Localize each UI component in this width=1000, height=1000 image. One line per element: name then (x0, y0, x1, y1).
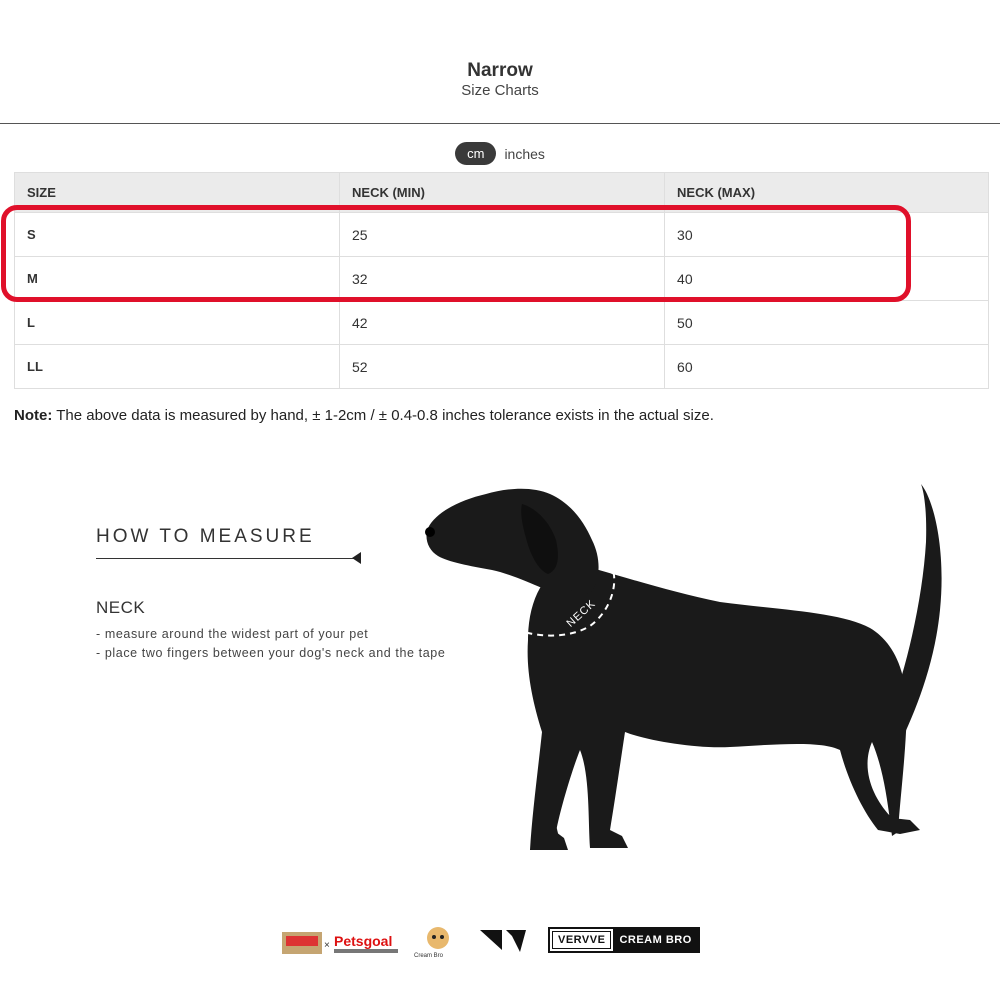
brand-logos (280, 922, 740, 962)
how-to-measure-heading: HOW TO MEASURE (96, 526, 315, 547)
cell-size: LL (15, 345, 340, 389)
table-row (15, 345, 989, 389)
size-table (14, 172, 989, 389)
unit-cm-button[interactable]: cm (455, 142, 496, 165)
cell-neck-min: 25 (340, 213, 665, 257)
instruction-item: - measure around the widest part of your pet (96, 627, 369, 641)
cell-neck-min: 32 (340, 257, 665, 301)
creambro-small-logo: Cream Bro (414, 953, 444, 959)
cell-neck-max: 60 (665, 345, 989, 389)
dog-silhouette-icon (400, 470, 980, 880)
cell-size: L (15, 301, 340, 345)
neck-instructions (96, 625, 445, 663)
cat-icon (427, 927, 449, 949)
heading-underline (96, 558, 354, 559)
note-text: The above data is measured by hand, ± 1-2cm / ± 0.4-0.8 inches tolerance exists in the actual size. (52, 407, 714, 424)
svg-text:×: × (324, 940, 330, 951)
cell-neck-max: 50 (665, 301, 989, 345)
note-label: Note: (14, 407, 53, 424)
header-neck-max: NECK (MAX) (665, 173, 989, 213)
arrow-left-icon (352, 552, 361, 564)
header-neck-min: NECK (MIN) (340, 173, 665, 213)
cell-neck-min: 52 (340, 345, 665, 389)
unit-toggle (0, 142, 1000, 165)
header-size: SIZE (15, 173, 340, 213)
neck-section-title: NECK (96, 598, 146, 617)
unit-inches-button[interactable]: inches (504, 145, 545, 162)
page-header (0, 60, 1000, 100)
measurement-note (14, 407, 714, 424)
table-row (15, 301, 989, 345)
cell-neck-max: 40 (665, 257, 989, 301)
header-divider (0, 123, 1000, 124)
cell-size: S (15, 213, 340, 257)
vn-logo (480, 930, 526, 952)
instruction-item: - place two fingers between your dog's neck and the tape (96, 646, 446, 660)
vervve-text: VERVVE (552, 931, 611, 949)
tape-label: NECK (564, 597, 599, 630)
table-header-row (15, 173, 989, 213)
cell-neck-min: 42 (340, 301, 665, 345)
cell-neck-max: 30 (665, 213, 989, 257)
table-row (15, 257, 989, 301)
petsgoal-logo: Petsgoal (334, 933, 393, 949)
table-row (15, 213, 989, 257)
cell-size: M (15, 257, 340, 301)
vervve-creambro-logo (548, 927, 700, 953)
page-title: Narrow (467, 60, 533, 81)
page-subtitle: Size Charts (461, 82, 539, 99)
creambro-text: CREAM BRO (613, 929, 697, 951)
